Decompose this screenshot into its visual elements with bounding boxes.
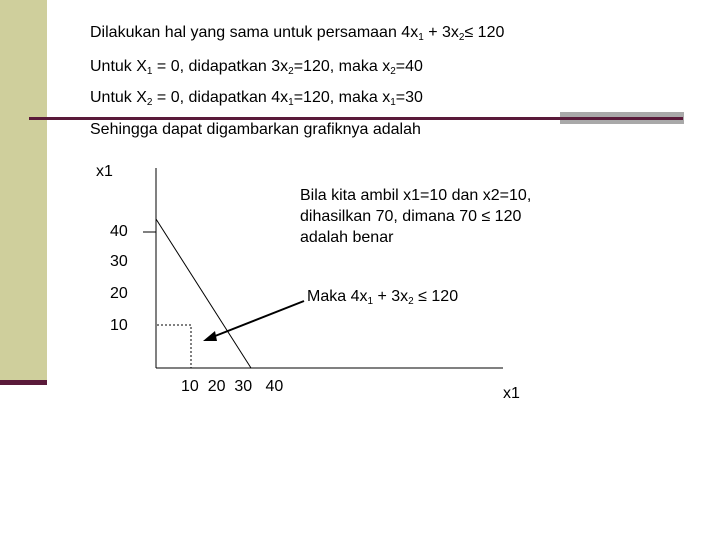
arrow-head (203, 331, 217, 341)
note-line: dihasilkan 70, dimana 70 ≤ 120 (300, 208, 522, 225)
text-line-1: Dilakukan hal yang sama untuk persamaan $4x_1 + 3x_2\le 120$ (90, 24, 505, 43)
y-tick-label: 40 (110, 223, 128, 240)
maka-label: Maka $4x_1 + 3x_2 \le 120$ (307, 288, 459, 307)
note-line: adalah benar (300, 229, 394, 246)
test-point-box (157, 325, 191, 368)
y-axis-label: x1 (96, 163, 113, 180)
annotation-note (300, 185, 531, 248)
y-tick-label: 10 (110, 317, 128, 334)
x-tick-labels: 10 20 30 40 (181, 378, 284, 395)
x-axis-label: x1 (503, 385, 520, 402)
text-line-2: Untuk $X_1 = 0$, didapatkan $3x_2=120$, maka $x_2=40$ (90, 58, 423, 77)
annotation-arrow (210, 301, 304, 338)
text-line-3: Untuk $X_2 = 0$, didapatkan $4x_1=120$, maka $x_1=30$ (90, 89, 423, 108)
constraint-line (156, 219, 251, 368)
y-tick-label: 30 (110, 253, 128, 270)
note-line: Bila kita ambil x1=10 dan x2=10, (300, 187, 532, 204)
text-line-4: Sehingga dapat digambarkan grafiknya adalah (90, 121, 421, 138)
y-tick-label: 20 (110, 285, 128, 302)
